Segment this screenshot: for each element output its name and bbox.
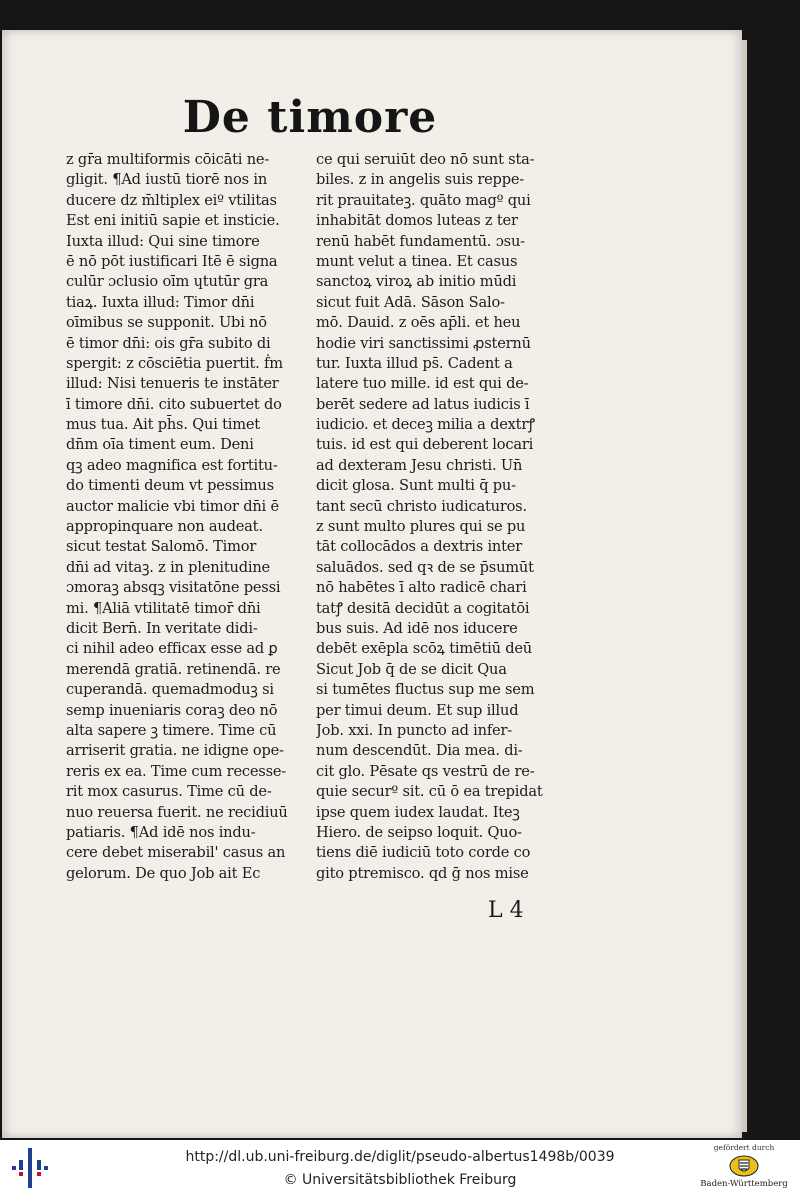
text-line: tāt collocādos a dextris inter xyxy=(316,538,523,556)
text-line: cit glo. Pēsate qs vestrū de re- xyxy=(316,762,535,780)
text-line: gelorum. De quo Job ait Ec xyxy=(66,864,261,882)
text-line: dicit glosa. Sunt multi q̄ pu- xyxy=(316,477,516,495)
text-line: munt velut a tinea. Et casus xyxy=(316,252,518,270)
page-edge xyxy=(742,40,747,1132)
text-line: num descendūt. Dia mea. di- xyxy=(316,742,523,760)
text-line: Est eni initiū sapie et insticie. xyxy=(66,212,280,230)
text-line: spergit: z cōsciētia puertit. ḟm xyxy=(66,354,283,372)
text-line: ad dexteram Jesu christi. Un̄ xyxy=(316,456,523,474)
text-line: bus suis. Ad idē nos iducere xyxy=(316,619,518,637)
text-line: tant secū christo iudicaturos. xyxy=(316,497,527,515)
text-line: latere tuo mille. id est qui de- xyxy=(316,375,529,393)
right-text-column xyxy=(316,150,562,884)
text-line: berēt sedere ad latus iudicis ī xyxy=(316,395,530,413)
text-line: semp inueniaris coraꝫ deo nō xyxy=(66,701,278,719)
text-line: ci nihil adeo efficax esse ad ꝑ xyxy=(66,640,278,658)
text-line: tiaꝝ. Iuxta illud: Timor dn̄i xyxy=(66,293,255,311)
sponsor-name: Baden-Württemberg xyxy=(700,1179,788,1189)
text-line: hodie viri sanctissimi ꝓsternū xyxy=(316,334,531,352)
text-line: z sunt multo plures qui se pu xyxy=(316,518,526,536)
text-line: quie securº sit. cū ō ea trepidat xyxy=(316,783,543,801)
text-line: alta sapere ꝫ timere. Time cū xyxy=(66,721,277,739)
sponsor-badge xyxy=(692,1142,796,1194)
text-line: tiens diē iudiciū toto corde co xyxy=(316,844,531,862)
text-line: dn̄m oīa timent eum. Deni xyxy=(66,436,254,454)
state-seal-icon xyxy=(729,1155,759,1177)
text-line: ē nō pōt iustificari Itē ē signa xyxy=(66,252,278,270)
text-line: ce qui seruiūt deo nō sunt sta- xyxy=(316,151,535,168)
signature-mark: L 4 xyxy=(488,898,524,923)
text-line: nuo reuersa fuerit. ne recidiuū xyxy=(66,803,288,821)
text-line: qꝫ adeo magnifica est fortitu- xyxy=(66,456,278,474)
text-line: merendā gratiā. retinendā. re xyxy=(66,660,281,678)
text-line: saluādos. sed qꝛ de se p̄sumūt xyxy=(316,558,534,576)
text-line: illud: Nisi tenueris te instāter xyxy=(66,375,279,393)
text-line: tur. Iuxta illud ps̄. Cadent a xyxy=(316,354,513,372)
left-text-column xyxy=(66,150,302,884)
text-line: sicut testat Salomō. Timor xyxy=(66,538,257,556)
text-line: sanctoꝝ viroꝝ ab initio mūdi xyxy=(316,273,517,291)
text-line: Sicut Job q̄ de se dicit Qua xyxy=(316,660,507,678)
copyright-notice: © Universitätsbibliothek Freiburg xyxy=(283,1172,517,1188)
text-line: z gr̄a multiformis cōicāti ne- xyxy=(66,151,270,168)
text-line: Iuxta illud: Qui sine timore xyxy=(66,232,260,250)
text-line: ɔmoraꝫ absqꝫ visitatōne pessi xyxy=(66,579,281,597)
text-line: mi. ¶Aliā vtilitatē timor̄ dn̄i xyxy=(66,599,261,617)
text-line: oīmibus se supponit. Ubi nō xyxy=(66,314,267,332)
text-line: debēt exēpla scōꝝ timētiū deū xyxy=(316,640,532,658)
text-line: si tumētes fluctus sup me sem xyxy=(316,681,535,699)
permalink-url[interactable]: http://dl.ub.uni-freiburg.de/diglit/pseudo-albertus1498b/0039 xyxy=(185,1149,615,1165)
sponsor-caption: gefördert durch xyxy=(713,1143,775,1152)
text-line: patiaris. ¶Ad idē nos indu- xyxy=(66,823,256,841)
text-line: ipse quem iudex laudat. Iteꝫ xyxy=(316,803,520,821)
text-line: dicit Bern̄. In veritate didi- xyxy=(66,619,258,637)
text-line: do timenti deum vt pessimus xyxy=(66,477,274,495)
text-line: ducere dz m̄ltiplex eiº vtilitas xyxy=(66,191,277,209)
text-line: biles. z in angelis suis reppe- xyxy=(316,171,525,189)
text-line: rit prauitateꝫ. quāto magº qui xyxy=(316,191,531,209)
text-line: cere debet miserabil' casus an xyxy=(66,844,286,862)
text-line: mō. Dauid. z oēs ap̄li. et heu xyxy=(316,314,521,332)
footer-bar xyxy=(0,1140,800,1195)
text-line: culūr ɔclusio oīm ɥtutūr gra xyxy=(66,273,269,291)
text-line: ī timore dn̄i. cito subuertet do xyxy=(66,395,282,413)
text-line: Job. xxi. In puncto ad infer- xyxy=(316,721,512,739)
text-line: reris ex ea. Time cum recesse- xyxy=(66,762,287,780)
text-line: tuis. id est qui deberent locari xyxy=(316,436,534,454)
text-line: mus tua. Ait ph̄s. Qui timet xyxy=(66,416,260,434)
text-line: sicut fuit Adā. Sāson Salo- xyxy=(316,293,505,311)
page-heading: De timore xyxy=(182,92,438,143)
text-line: cuperandā. quemadmoduꝫ si xyxy=(66,681,274,699)
text-line: dn̄i ad vitaꝫ. z in plenitudine xyxy=(66,558,270,576)
text-line: rit mox casurus. Time cū de- xyxy=(66,783,272,801)
text-line: ē timor dn̄i: ois gr̄a subito di xyxy=(66,334,271,352)
text-line: gligit. ¶Ad iustū tiorē nos in xyxy=(66,171,268,189)
text-line: nō habētes ī alto radicē chari xyxy=(316,579,527,597)
text-line: iudicio. et deceꝫ milia a dextrꝭ xyxy=(316,416,535,434)
text-line: auctor malicie vbi timor dn̄i ē xyxy=(66,497,279,515)
text-line: tatꝭ desitā decidūt a cogitatōi xyxy=(316,599,530,617)
text-line: Hiero. de seipso loquit. Quo- xyxy=(316,823,522,841)
text-line: renū habēt fundamentū. ɔsu- xyxy=(316,232,525,250)
text-line: per timui deum. Et sup illud xyxy=(316,701,519,719)
text-line: gito ptremisco. qd ḡ nos mise xyxy=(316,864,529,882)
text-line: inhabitāt domos luteas z ter xyxy=(316,212,518,230)
text-line: appropinquare non audeat. xyxy=(66,518,263,536)
text-line: arriserit gratia. ne idigne ope- xyxy=(66,742,284,760)
